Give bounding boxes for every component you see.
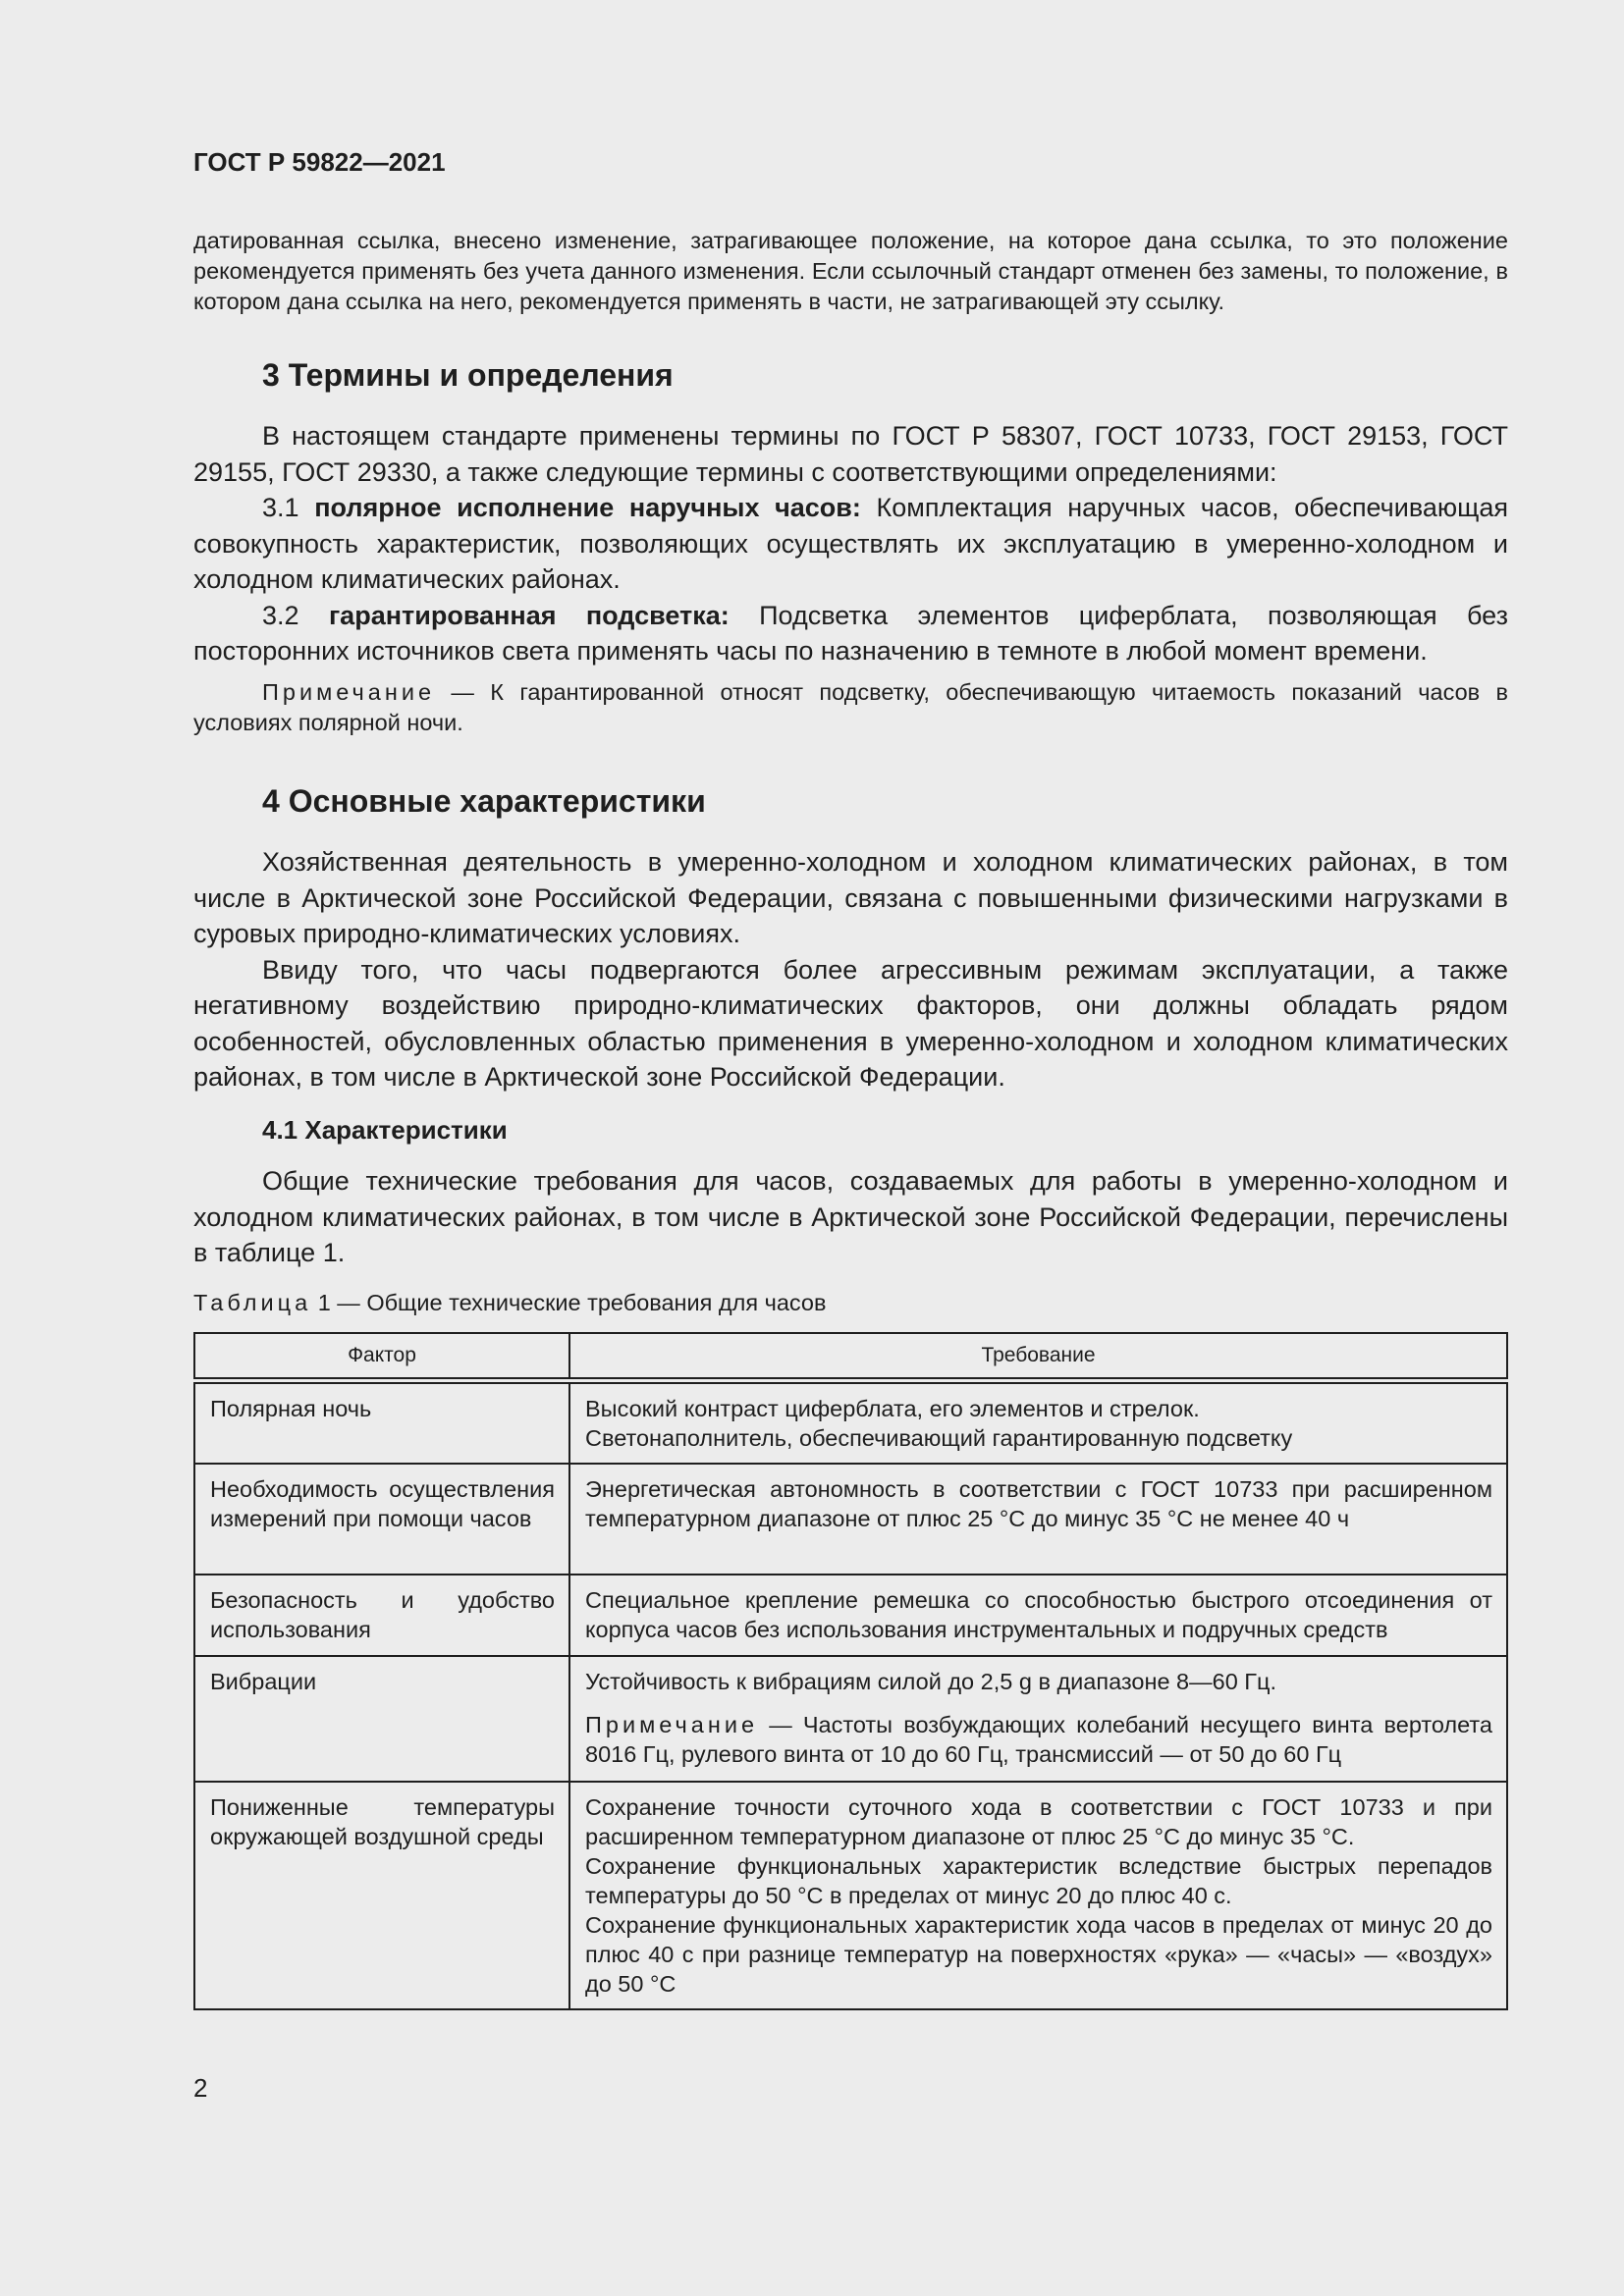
factor-cell: Вибрации [194,1656,569,1782]
subsection-4-1-body [193,1163,1508,1271]
requirement-line: Высокий контраст циферблата, его элементов и стрелок. [585,1396,1200,1421]
table-row [194,1381,1507,1465]
requirement-line: Сохранение точности суточного хода в соответствии с ГОСТ 10733 и при расширенном температурном диапазоне от плюс 25 °С до минус 35 °С. [585,1794,1492,1849]
note-text: — К гарантированной относят подсветку, обеспечивающую читаемость показаний часов в условиях полярной ночи. [193,678,1508,735]
term-3-2-definition: Подсветка элементов циферблата, позволяющая без посторонних источников света применять часы по назначению в темноте в любой момент времени. [193,600,1508,666]
requirement-line: Специальное крепление ремешка со способностью быстрого отсоединения от корпуса часов без использования инструментальных и подручных средств [585,1587,1492,1642]
section-4-title: 4 Основные характеристики [262,783,706,819]
table-row [194,1656,1507,1782]
requirement-cell [569,1464,1507,1575]
requirement-cell [569,1575,1507,1656]
section-4-body [193,844,1508,1095]
header-requirement: Требование [569,1333,1507,1381]
section-3-intro: В настоящем стандарте применены термины по ГОСТ Р 58307, ГОСТ 10733, ГОСТ 29153, ГОСТ 29155, ГОСТ 29330, а также следующие термины с соответствующими определениями: [193,421,1508,487]
table-row [194,1782,1507,2009]
requirement-cell [569,1656,1507,1782]
row-note-label: Примечание [585,1712,759,1737]
table-caption-label: Таблица [193,1290,312,1315]
factor-cell: Пониженные температуры окружающей воздушной среды [194,1782,569,2009]
term-3-1-term: полярное исполнение наручных часов: [314,493,861,522]
factor-cell: Необходимость осуществления измерений при помощи часов [194,1464,569,1575]
requirement-line: Сохранение функциональных характеристик хода часов в пределах от минус 20 до плюс 40 с при разнице температур на поверхностях «рука» — «часы» — «воздух» до 50 °С [585,1912,1492,1997]
section-3-note [193,677,1508,738]
factor-cell: Полярная ночь [194,1381,569,1465]
requirement-line: Энергетическая автономность в соответствии с ГОСТ 10733 при расширенном температурном диапазоне от плюс 25 °С до минус 35 °С не менее 40 ч [585,1476,1492,1531]
requirement-line: Устойчивость к вибрациям силой до 2,5 g в диапазоне 8—60 Гц. [585,1669,1277,1694]
term-3-2-num: 3.2 [262,600,299,630]
table-row [194,1575,1507,1656]
term-3-1 [193,490,1508,598]
requirement-cell [569,1782,1507,2009]
section-3-body [193,418,1508,738]
subsection-4-1-para: Общие технические требования для часов, создаваемых для работы в умеренно-холодном и холодном климатических районах, в том числе в Арктической зоне Российской Федерации, перечислены в таблице 1. [193,1166,1508,1267]
header-factor: Фактор [194,1333,569,1381]
requirement-line: Светонаполнитель, обеспечивающий гарантированную подсветку [585,1425,1293,1451]
page-number: 2 [193,2073,208,2103]
row-note [585,1712,1492,1767]
table-header-row [194,1333,1507,1381]
section-3-title: 3 Термины и определения [262,357,674,393]
table-row [194,1464,1507,1575]
requirements-table [193,1332,1508,2010]
term-3-2 [193,598,1508,669]
requirement-line: Сохранение функциональных характеристик вследствие быстрых перепадов температуры до 50 °С в пределах от минус 20 до плюс 40 с. [585,1853,1492,1908]
row-note-text: — Частоты возбуждающих колебаний несущего винта вертолета 8016 Гц, рулевого винта от 10 до 60 Гц, трансмиссий — от 50 до 60 Гц [585,1712,1492,1767]
table-caption [193,1290,826,1316]
term-3-1-num: 3.1 [262,493,299,522]
requirement-cell [569,1381,1507,1465]
subsection-4-1-title: 4.1 Характеристики [262,1115,508,1145]
intro-paragraph: датированная ссылка, внесено изменение, затрагивающее положение, на которое дана ссылка, то это положение рекомендуется применять без учета данного изменения. Если ссылочный стандарт отменен без замены, то положение, в котором дана ссылка на него, рекомендуется применять в части, не затрагивающей эту ссылку. [193,228,1508,314]
note-label: Примечание [262,678,436,705]
term-3-1-definition: Комплектация наручных часов, обеспечивающая совокупность характеристик, позволяющих осуществлять их эксплуатацию в умеренно-холодном и холодном климатических районах. [193,493,1508,594]
document-header: ГОСТ Р 59822—2021 [193,147,446,177]
section-4-para-2: Ввиду того, что часы подвергаются более агрессивным режимам эксплуатации, а также негативному воздействию природно-климатических факторов, они должны обладать рядом особенностей, обусловленных областью применения в умеренно-холодном и холодном климатических районах, в том числе в Арктической зоне Российской Федерации. [193,954,1508,1092]
section-4-para-1: Хозяйственная деятельность в умеренно-холодном и холодном климатических районах, в том числе в Арктической зоне Российской Федерации, связана с повышенными физическими нагрузками в суровых природно-климатических условиях. [193,847,1508,948]
term-3-2-term: гарантированная подсветка: [328,600,730,630]
intro-paragraph-block [193,226,1508,317]
table-caption-text: 1 — Общие технические требования для часов [317,1290,827,1315]
factor-cell: Безопасность и удобство использования [194,1575,569,1656]
